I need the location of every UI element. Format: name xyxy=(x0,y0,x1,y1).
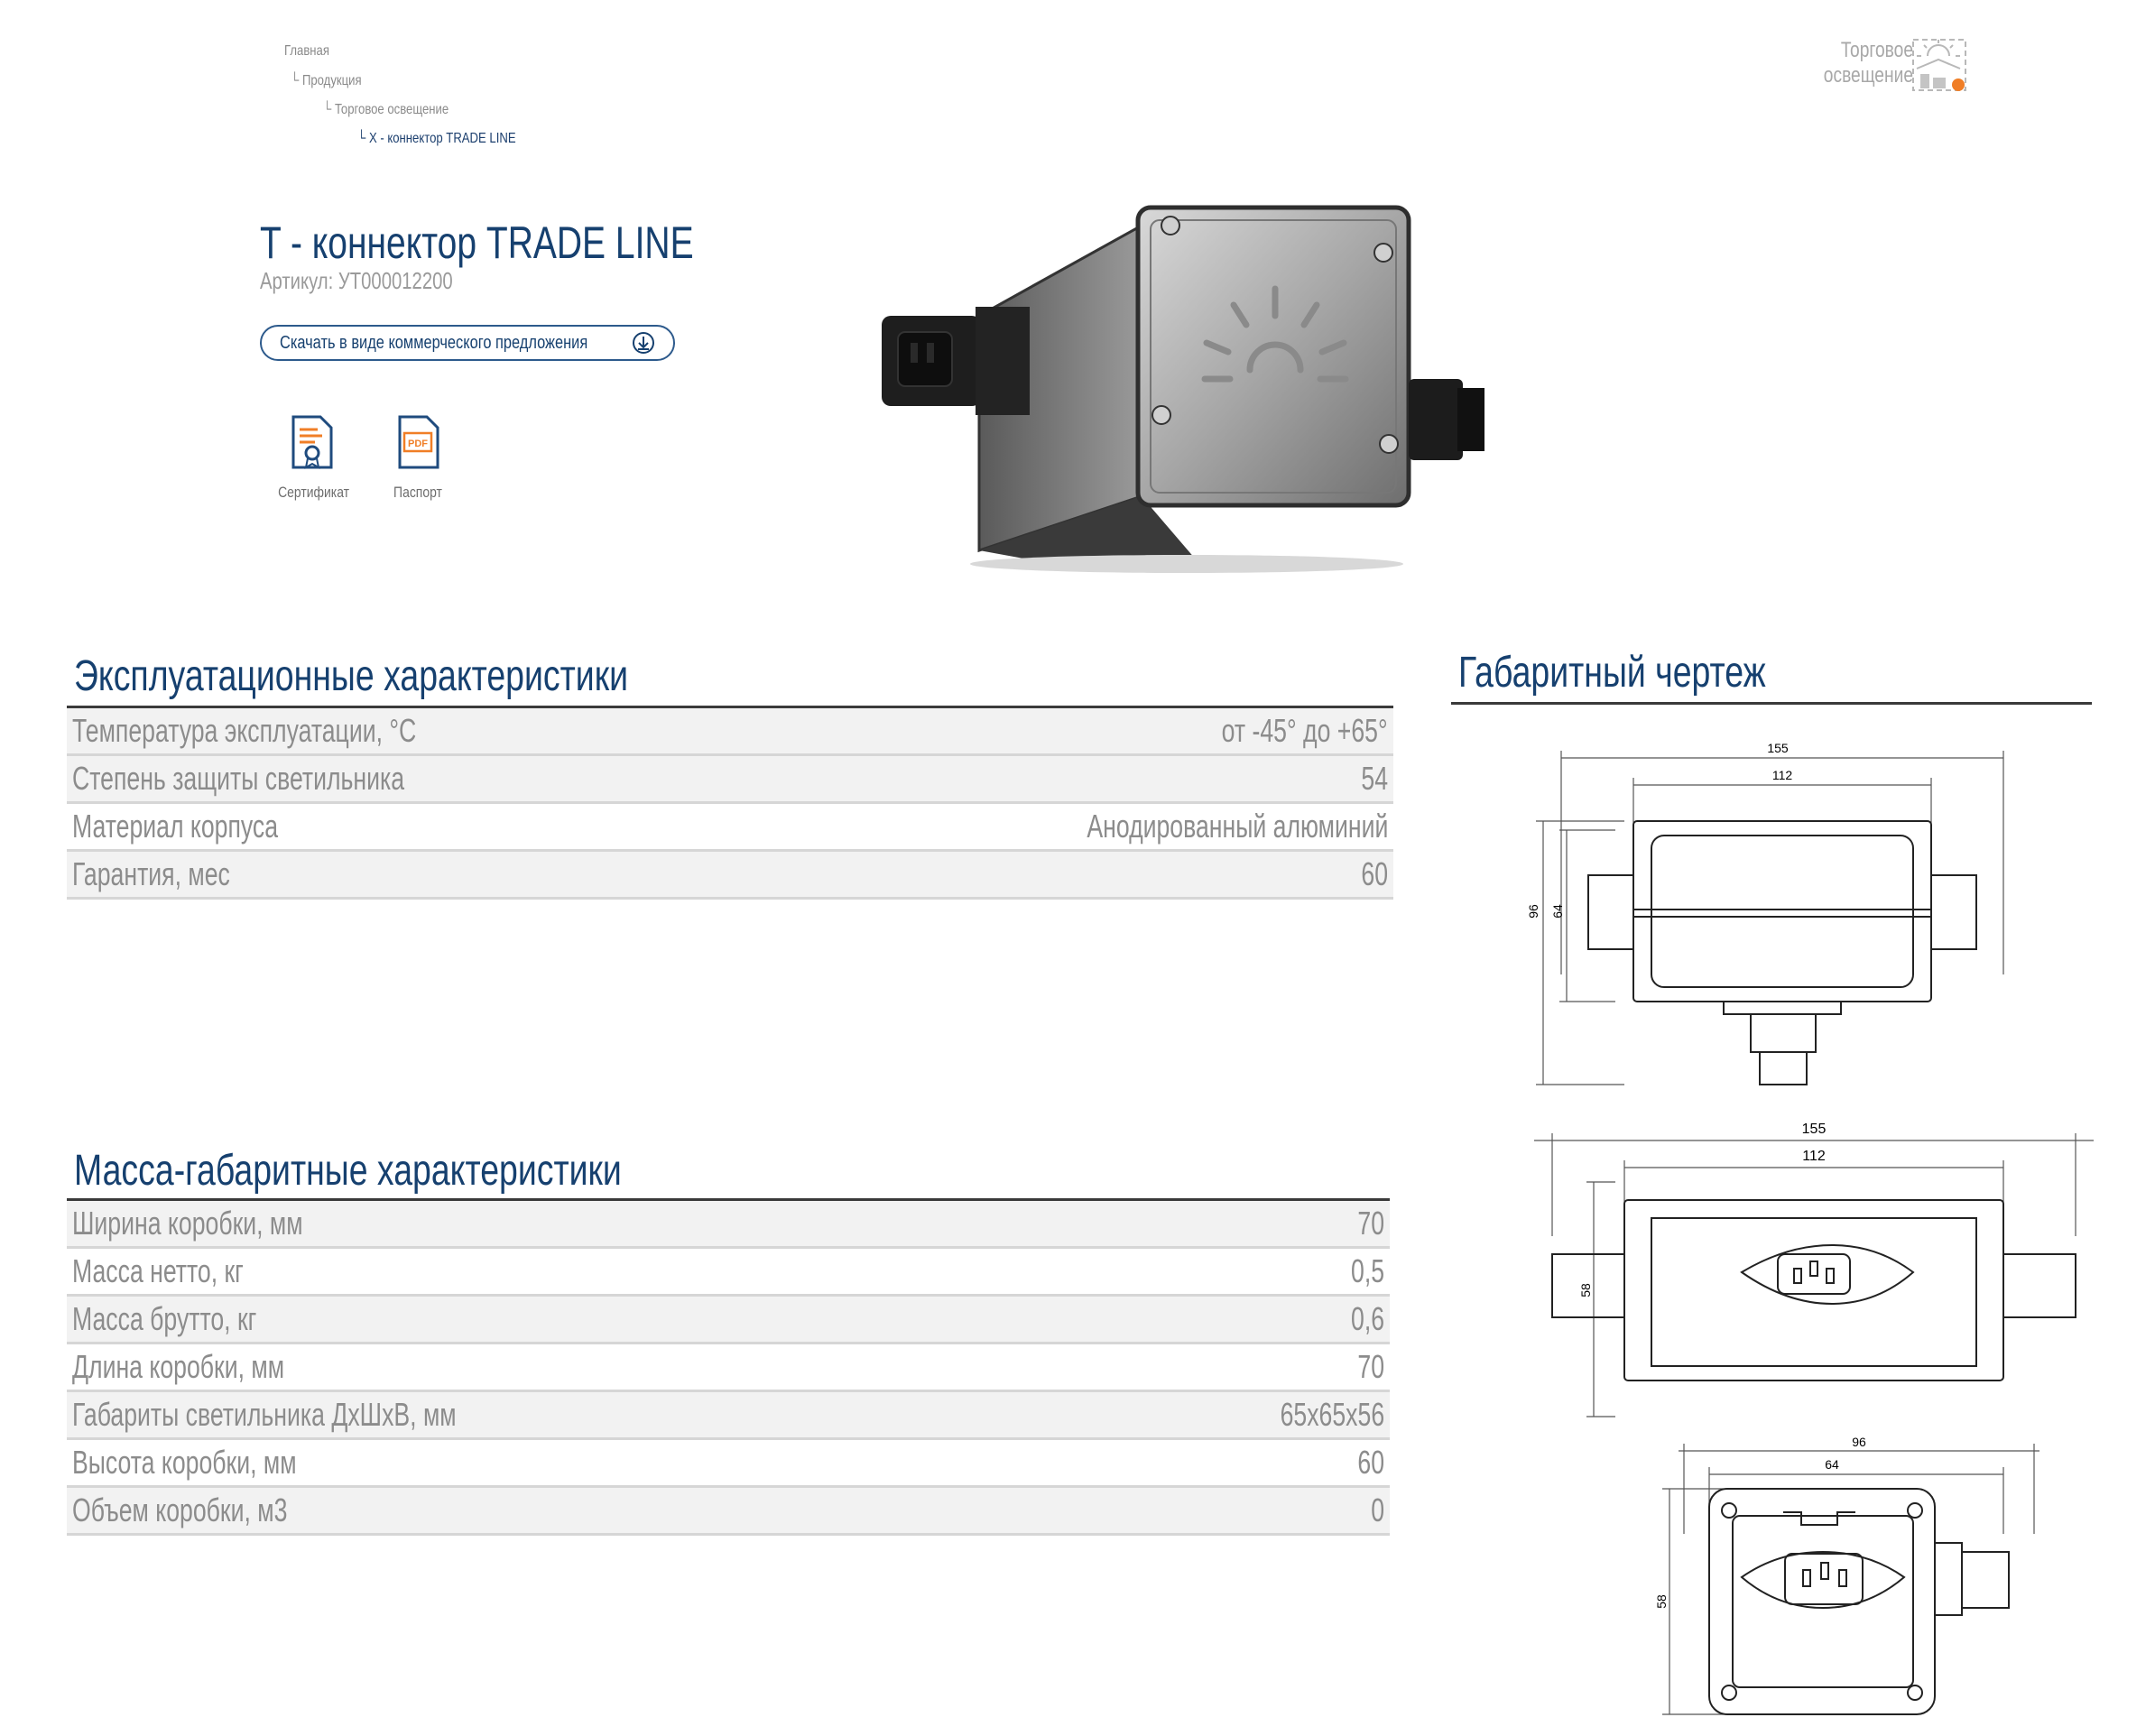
spec-value: 65x65x56 xyxy=(1280,1396,1384,1433)
mass-title: Масса-габаритные характеристики xyxy=(74,1147,622,1195)
page-title: T - коннектор TRADE LINE xyxy=(260,217,694,268)
table-row xyxy=(67,852,1393,900)
drawing-end-view xyxy=(1642,1435,2058,1732)
download-icon xyxy=(632,331,655,355)
drawing-side-view xyxy=(1516,1110,2112,1435)
operational-title: Эксплуатационные характеристики xyxy=(74,652,628,700)
spec-name: Длина коробки, мм xyxy=(72,1348,285,1385)
spec-value: 0,5 xyxy=(1350,1252,1384,1289)
dim-side-overall: 155 xyxy=(1801,1122,1827,1137)
breadcrumb-trade-lighting[interactable] xyxy=(323,102,449,118)
dim-height-outer: 96 xyxy=(1526,904,1540,919)
certificate-link[interactable] xyxy=(271,415,352,502)
spec-name: Объем коробки, м3 xyxy=(72,1491,288,1528)
spec-name: Габариты светильника ДхШхВ, мм xyxy=(72,1396,457,1433)
certificate-icon xyxy=(288,415,335,471)
table-row xyxy=(67,1297,1390,1344)
breadcrumb-home[interactable]: Главная xyxy=(284,43,329,59)
spec-value: 60 xyxy=(1361,855,1388,892)
table-row xyxy=(67,1392,1390,1440)
spec-value: 70 xyxy=(1357,1205,1384,1242)
table-row xyxy=(67,1201,1390,1249)
article-number: Артикул: УТ000012200 xyxy=(260,267,453,294)
table-row xyxy=(67,1440,1390,1488)
drawing-title: Габаритный чертеж xyxy=(1458,649,1766,697)
svg-text:PDF: PDF xyxy=(408,439,428,449)
spec-value: 0,6 xyxy=(1350,1300,1384,1337)
breadcrumb-branch-icon: └ xyxy=(291,73,302,88)
spec-value: Анодированный алюминий xyxy=(1086,808,1388,845)
category-badge[interactable] xyxy=(1787,38,1913,88)
spec-value: 70 xyxy=(1357,1348,1384,1385)
mass-table xyxy=(67,1198,1390,1536)
spec-name: Степень защиты светильника xyxy=(72,760,405,797)
passport-label: Паспорт xyxy=(393,484,442,501)
breadcrumb-branch-icon: └ xyxy=(357,131,369,146)
spec-value: 60 xyxy=(1357,1444,1384,1481)
dim-overall-width: 155 xyxy=(1767,741,1789,755)
spec-name: Масса брутто, кг xyxy=(72,1300,257,1337)
breadcrumb-branch-icon: └ xyxy=(323,102,335,117)
spec-name: Ширина коробки, мм xyxy=(72,1205,303,1242)
certificate-label: Сертификат xyxy=(278,484,350,501)
category-line1: Торговое xyxy=(1840,38,1913,62)
table-row xyxy=(67,1249,1390,1297)
dim-side-body: 112 xyxy=(1802,1149,1826,1164)
dim-side-height: 58 xyxy=(1578,1283,1593,1297)
drawing-rule xyxy=(1451,702,2092,705)
table-row xyxy=(67,804,1393,852)
spec-value: 0 xyxy=(1371,1491,1384,1528)
table-row xyxy=(67,1344,1390,1392)
dim-end-width: 96 xyxy=(1852,1435,1866,1449)
spec-name: Температура эксплуатации, °C xyxy=(72,712,417,749)
download-offer-button[interactable] xyxy=(260,325,675,361)
table-row xyxy=(67,756,1393,804)
dim-end-inner: 64 xyxy=(1825,1457,1839,1472)
dim-height-inner: 64 xyxy=(1550,904,1565,919)
dim-end-height: 58 xyxy=(1654,1594,1669,1609)
spec-name: Материал корпуса xyxy=(72,808,279,845)
spec-value: 54 xyxy=(1361,760,1388,797)
passport-link[interactable] xyxy=(377,415,458,502)
category-line2: освещение xyxy=(1823,63,1913,88)
download-offer-label: Скачать в виде коммерческого предложения xyxy=(280,332,588,353)
dim-body-width: 112 xyxy=(1771,768,1793,782)
table-row xyxy=(67,1488,1390,1536)
drawing-top-view xyxy=(1516,731,2021,1092)
breadcrumb-products[interactable] xyxy=(291,73,362,89)
operational-table xyxy=(67,706,1393,900)
spec-name: Высота коробки, мм xyxy=(72,1444,297,1481)
spec-value: от -45° до +65° xyxy=(1221,712,1388,749)
pdf-icon xyxy=(394,415,441,471)
breadcrumb-trade-lighting-label: Торговое освещение xyxy=(334,102,449,117)
product-image xyxy=(880,199,1494,577)
store-sun-icon xyxy=(1911,38,1967,94)
table-row xyxy=(67,708,1393,756)
breadcrumb-products-label: Продукция xyxy=(301,73,362,88)
spec-name: Гарантия, мес xyxy=(72,855,230,892)
breadcrumb-current-label: X - коннектор TRADE LINE xyxy=(368,131,516,146)
spec-name: Масса нетто, кг xyxy=(72,1252,244,1289)
breadcrumb-current xyxy=(357,131,516,147)
